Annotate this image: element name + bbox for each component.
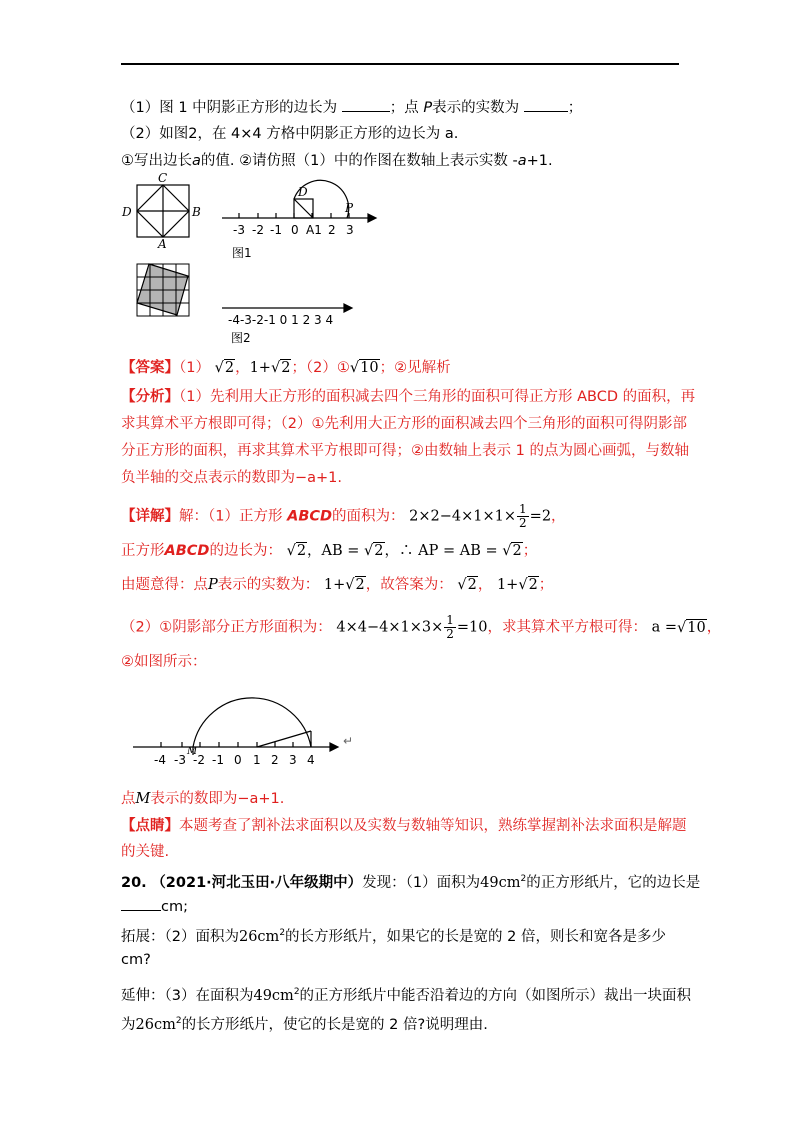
- fig1-caption: 图1: [232, 246, 252, 260]
- fig3-number-line: [133, 742, 338, 751]
- question-20-line-5: 延伸：（3）在面积为$49cm^2$的正方形纸片中能否沿着边的方向（如图所示）裁出一块面积: [121, 987, 692, 1004]
- detail-line-5: ②如图所示：: [121, 654, 207, 670]
- fig1-tick-label: -1: [270, 223, 282, 237]
- figure-2: [118, 260, 368, 348]
- fig1-tick-label: -3: [233, 223, 245, 237]
- fig1-label-c: C: [158, 172, 168, 185]
- fig1-tick-label: 2: [328, 223, 336, 237]
- answer-line: 【答案】（1） √2，1+√2；（2）①√10；②见解析: [121, 360, 451, 376]
- header-rule: [121, 63, 679, 65]
- fig1-square-grid: [137, 185, 189, 237]
- fig2-grid: [137, 264, 189, 316]
- comment-line-2: 的关键.: [121, 844, 170, 860]
- analysis-line-4: 负半轴的交点表示的数即为−a+1.: [121, 470, 343, 486]
- fig3-tick-label: 1: [253, 753, 261, 767]
- fig1-label-p: P: [345, 201, 354, 215]
- answer-blank-2[interactable]: [524, 97, 568, 112]
- fig3-label-m: M: [187, 746, 198, 757]
- fig1-label-d-top: D: [298, 185, 308, 199]
- answer-blank-q20[interactable]: [121, 896, 161, 911]
- fig3-tick-label: 2: [271, 753, 279, 767]
- analysis-line-3: 分正方形的面积，再求其算术平方根即可得；②由数轴上表示 1 的点为圆心画弧，与数轴: [121, 443, 689, 459]
- detail-line-6: 点M表示的数即为−a+1.: [121, 791, 285, 807]
- fig2-tick-labels: -4-3-2-1 0 1 2 3 4: [228, 313, 334, 327]
- question-part-1: （1）图 1 中阴影正方形的边长为 ；点 P表示的实数为 ；: [121, 97, 582, 118]
- fig1-label-a: A: [158, 237, 167, 251]
- fig3-tick-label: -1: [212, 753, 224, 767]
- detail-line-3: 由题意得：点P表示的实数为： 1+√2，故答案为： √2， 1+√2；: [121, 577, 554, 593]
- fig3-tick-label: -2: [193, 753, 205, 767]
- fig1-tick-label: 3: [346, 223, 354, 237]
- question-part-2: （2）如图2，在 4×4 方格中阴影正方形的边长为 a.: [121, 126, 459, 142]
- fig3-tick-label: 4: [307, 753, 315, 767]
- fig1-label-d: D: [122, 205, 132, 219]
- answer-blank-1[interactable]: [342, 97, 390, 112]
- fig1-label-b: B: [192, 205, 201, 219]
- fig1-tick-label: -2: [252, 223, 264, 237]
- fig3-tick-label: -3: [174, 753, 186, 767]
- figure-3: [125, 675, 365, 775]
- figure-1: [118, 172, 388, 264]
- analysis-line-2: 求其算术平方根即可得；（2）①先利用大正方形的面积减去四个三角形的面积可得阴影部: [121, 416, 687, 432]
- fig3-tick-label: 0: [234, 753, 242, 767]
- fig1-tick-label: A1: [306, 223, 322, 237]
- fig3-tick-label: -4: [154, 753, 166, 767]
- fig2-caption: 图2: [231, 331, 251, 345]
- question-20-line-4: cm?: [121, 952, 151, 968]
- return-mark-icon: ↵: [343, 734, 354, 748]
- question-20-line-6: 为$26cm^2$的长方形纸片，使它的长是宽的 2 倍?说明理由.: [121, 1016, 488, 1033]
- question-part-3: ①写出边长a的值. ②请仿照（1）中的作图在数轴上表示实数 -a+1.: [121, 153, 553, 169]
- detail-line-1: 【详解】解：（1）正方形 ABCD的面积为： 2×2−4×1×1× $\frac{1}{2}$ =2，: [121, 502, 566, 530]
- fig3-tick-label: 3: [289, 753, 297, 767]
- detail-line-4: （2）①阴影部分正方形面积为： 4×4−4×1×3× $\frac{1}{2}$ =10，求其算术平方根可得： a =√10，: [121, 613, 722, 641]
- question-20-line-3: 拓展：（2）面积为$26cm^2$的长方形纸片，如果它的长是宽的 2 倍，则长和宽各是多少: [121, 928, 666, 945]
- comment-line-1: 【点睛】本题考查了割补法求面积以及实数与数轴等知识，熟练掌握割补法求面积是解题: [121, 818, 687, 834]
- analysis-line-1: 【分析】（1）先利用大正方形的面积减去四个三角形的面积可得正方形 ABCD 的面积，再: [121, 389, 696, 405]
- fig1-tick-label: 0: [291, 223, 299, 237]
- question-20-line-1: 20. （2021·河北玉田·八年级期中）发现：（1）面积为$49cm^2$的正方形纸片，它的边长是: [121, 874, 701, 891]
- detail-line-2: 正方形ABCD的边长为： √2，AB = √2，∴ AP = AB = √2；: [121, 543, 538, 559]
- question-20-line-2: cm;: [121, 896, 188, 917]
- fig2-number-line: [222, 304, 352, 312]
